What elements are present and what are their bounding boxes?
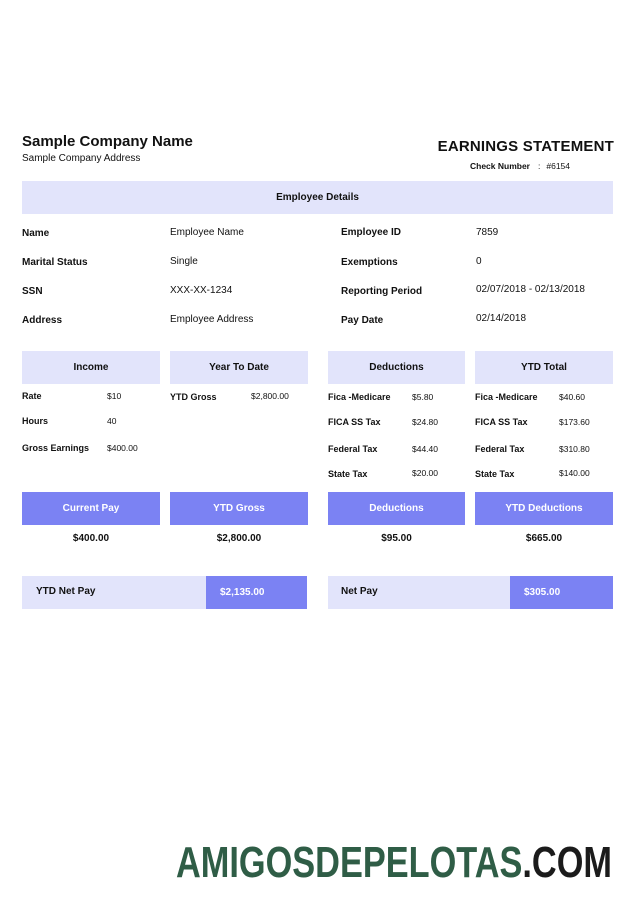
exemptions-value: 0 xyxy=(476,256,482,267)
deduction-state-value: $20.00 xyxy=(412,468,438,478)
ytd-gross-summary-value: $2,800.00 xyxy=(216,533,262,544)
pay-date-value: 02/14/2018 xyxy=(476,313,527,324)
employee-id-label: Employee ID xyxy=(341,227,402,238)
ssn-value: XXX-XX-1234 xyxy=(170,285,233,296)
net-pay-value: $305.00 xyxy=(510,576,613,609)
deduction-federal-label: Federal Tax xyxy=(328,444,378,454)
watermark-logo xyxy=(176,838,612,888)
marital-status-label: Marital Status xyxy=(22,257,88,268)
deductions-header: Deductions xyxy=(328,351,465,384)
ytd-federal-label: Federal Tax xyxy=(475,444,525,454)
hours-label: Hours xyxy=(22,416,49,426)
ytd-gross-value: $2,800.00 xyxy=(251,391,289,401)
deduction-federal-value: $44.40 xyxy=(412,444,438,454)
exemptions-label: Exemptions xyxy=(341,257,398,268)
watermark-text-main: AMIGOSDEPELOTAS xyxy=(175,838,523,887)
reporting-period-label: Reporting Period xyxy=(341,286,423,297)
ytd-gross-label: YTD Gross xyxy=(170,392,217,402)
check-number-row xyxy=(470,161,570,171)
ytd-ss-value: $173.60 xyxy=(559,417,590,427)
hours-value: 40 xyxy=(107,416,117,426)
deductions-summary-value: $95.00 xyxy=(381,533,412,544)
current-pay-value: $400.00 xyxy=(72,533,110,544)
ytd-medicare-value: $40.60 xyxy=(559,392,585,402)
ytd-ss-label: FICA SS Tax xyxy=(475,417,528,427)
income-header: Income xyxy=(22,351,160,384)
check-number-label: Check Number xyxy=(470,161,530,171)
name-label: Name xyxy=(22,228,50,239)
check-number-value: #6154 xyxy=(546,161,571,171)
company-name: Sample Company Name xyxy=(22,133,193,150)
deduction-ss-value: $24.80 xyxy=(412,417,438,427)
ytd-gross-header: YTD Gross xyxy=(170,492,308,525)
deductions-summary-header: Deductions xyxy=(328,492,465,525)
address-value: Employee Address xyxy=(170,314,254,325)
deduction-state-label: State Tax xyxy=(328,469,368,479)
company-address: Sample Company Address xyxy=(22,153,141,164)
watermark-text-suffix: .COM xyxy=(522,838,612,887)
ytd-total-header: YTD Total xyxy=(475,351,613,384)
gross-earnings-value: $400.00 xyxy=(107,443,138,453)
ytd-federal-value: $310.80 xyxy=(559,444,590,454)
ytd-deductions-value: $665.00 xyxy=(525,533,563,544)
employee-details-header: Employee Details xyxy=(22,181,613,214)
ytd-state-label: State Tax xyxy=(475,469,515,479)
rate-label: Rate xyxy=(22,391,42,401)
pay-date-label: Pay Date xyxy=(341,315,384,326)
ytd-net-pay-value: $2,135.00 xyxy=(206,576,307,609)
ytd-deductions-header: YTD Deductions xyxy=(475,492,613,525)
ssn-label: SSN xyxy=(22,286,43,297)
address-label: Address xyxy=(22,315,63,326)
employee-id-value: 7859 xyxy=(476,227,499,238)
year-to-date-header: Year To Date xyxy=(170,351,308,384)
check-number-separator: : xyxy=(538,161,541,171)
net-pay-label: Net Pay xyxy=(341,586,378,597)
gross-earnings-label: Gross Earnings xyxy=(22,443,90,453)
current-pay-header: Current Pay xyxy=(22,492,160,525)
rate-value: $10 xyxy=(107,391,122,401)
statement-title: EARNINGS STATEMENT xyxy=(437,138,614,155)
marital-status-value: Single xyxy=(170,256,198,267)
ytd-state-value: $140.00 xyxy=(559,468,590,478)
ytd-medicare-label: Fica -Medicare xyxy=(475,392,538,402)
deduction-medicare-label: Fica -Medicare xyxy=(328,392,391,402)
deduction-ss-label: FICA SS Tax xyxy=(328,417,381,427)
name-value: Employee Name xyxy=(170,227,244,238)
reporting-period-value: 02/07/2018 - 02/13/2018 xyxy=(476,284,585,295)
ytd-net-pay-label: YTD Net Pay xyxy=(36,586,96,597)
deduction-medicare-value: $5.80 xyxy=(412,392,434,402)
